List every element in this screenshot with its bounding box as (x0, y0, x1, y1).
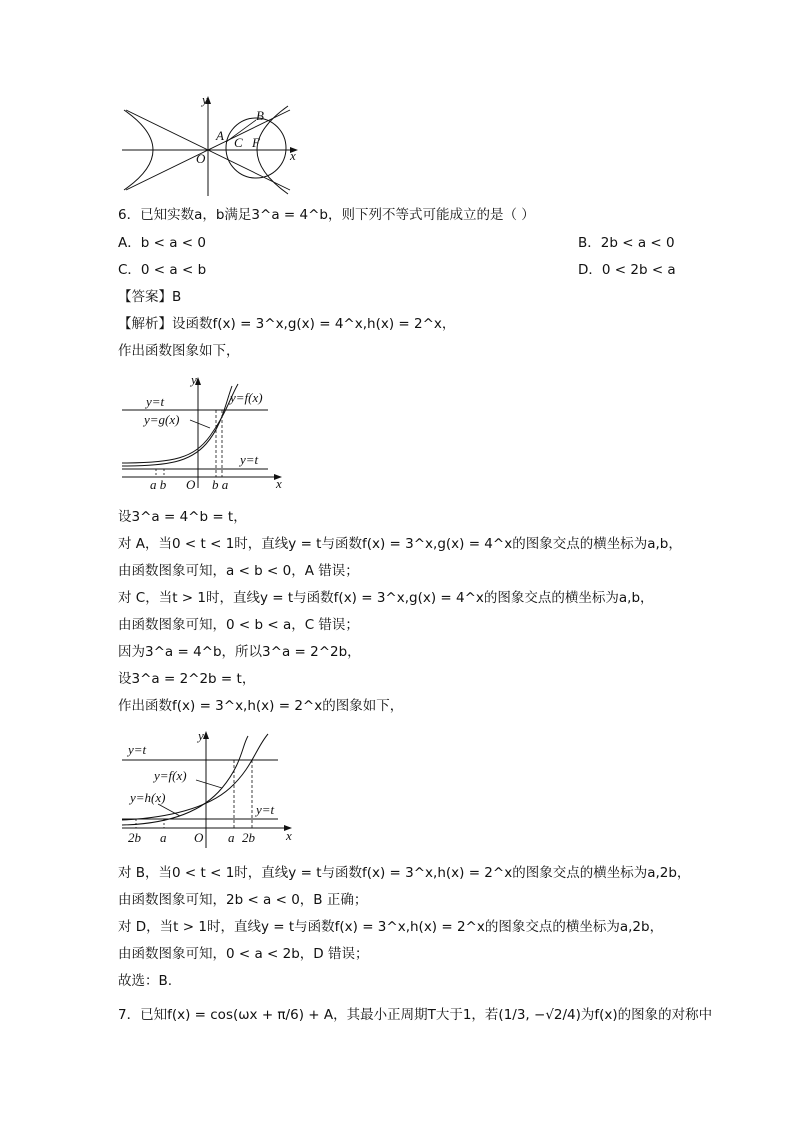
label-ab-left: a b (150, 477, 167, 492)
q6-conclusion: 故选：B. (118, 973, 173, 989)
label-yt-bottom: y=t (256, 802, 275, 817)
q6-answer: 【答案】B (118, 289, 182, 305)
label-y: y (191, 372, 197, 387)
label-yfx: y=f(x) (230, 390, 263, 405)
q6-option-c: C．0 < a < b (118, 262, 207, 278)
label-a-left: a (160, 830, 167, 845)
q6-case-c-1: 对 C，当t > 1时，直线y = t与函数f(x) = 3^x,g(x) = 4^x的图象交点的横坐标为a,b， (118, 590, 654, 606)
label-O: O (186, 477, 196, 492)
label-F: F (252, 135, 260, 150)
q6-because: 因为3^a = 4^b，所以3^a = 2^2b， (118, 644, 361, 660)
exp-graph-fh (118, 728, 298, 850)
q6-option-b: B．2b < a < 0 (578, 235, 675, 251)
q6-option-a: A．b < a < 0 (118, 235, 206, 251)
label-O: O (194, 830, 204, 845)
q6-case-d-2: 由函数图象可知，0 < a < 2b，D 错误； (118, 946, 369, 962)
label-y: y (202, 92, 208, 107)
q6-case-a-1: 对 A，当0 < t < 1时，直线y = t与函数f(x) = 3^x,g(x) = 4^x的图象交点的横坐标为a,b， (118, 536, 682, 552)
label-yhx: y=h(x) (130, 790, 166, 805)
label-yt-bottom: y=t (240, 452, 259, 467)
q6-case-b-1: 对 B，当0 < t < 1时，直线y = t与函数f(x) = 3^x,h(x) = 2^x的图象交点的横坐标为a,2b， (118, 865, 691, 881)
label-yt-top: y=t (128, 742, 147, 757)
q6-set-t2: 设3^a = 2^2b = t， (118, 671, 256, 687)
q6-question: 6．已知实数a，b满足3^a = 4^b，则下列不等式可能成立的是（ ） (118, 207, 535, 223)
q6-set-t: 设3^a = 4^b = t， (118, 509, 247, 525)
label-O: O (196, 151, 206, 166)
label-a-right: a (228, 830, 235, 845)
q6-option-d: D．0 < 2b < a (578, 262, 676, 278)
q6-case-a-2: 由函数图象可知，a < b < 0，A 错误； (118, 563, 359, 579)
q6-case-c-2: 由函数图象可知，0 < b < a，C 错误； (118, 617, 359, 633)
label-y: y (198, 728, 204, 743)
hyperbola-circle-figure (118, 92, 308, 202)
q6-case-d-1: 对 D，当t > 1时，直线y = t与函数f(x) = 3^x,h(x) = 2^x的图象交点的横坐标为a,2b， (118, 919, 664, 935)
q6-analysis-2: 作出函数图象如下， (118, 343, 240, 359)
label-A: A (216, 128, 224, 143)
label-x: x (286, 828, 292, 843)
exp-graph-fg (118, 372, 288, 492)
q7-question: 7．已知f(x) = cos(ωx + π/6) + A，其最小正周期T大于1，若(1/3, −√2/4)为f(x)的图象的对称中 (118, 1007, 713, 1023)
q6-case-b-2: 由函数图象可知，2b < a < 0，B 正确； (118, 892, 368, 908)
q6-draw2: 作出函数f(x) = 3^x,h(x) = 2^x的图象如下， (118, 698, 404, 714)
label-ygx: y=g(x) (144, 412, 180, 427)
label-C: C (234, 135, 243, 150)
label-yt-top: y=t (146, 394, 165, 409)
label-x: x (290, 148, 296, 163)
label-yfx: y=f(x) (154, 768, 187, 783)
label-2b-left: 2b (128, 830, 141, 845)
label-B: B (256, 108, 264, 123)
label-ba-right: b a (212, 477, 229, 492)
q6-analysis-1: 【解析】设函数f(x) = 3^x,g(x) = 4^x,h(x) = 2^x， (118, 316, 456, 332)
label-2b-right: 2b (242, 830, 255, 845)
label-x: x (276, 476, 282, 491)
